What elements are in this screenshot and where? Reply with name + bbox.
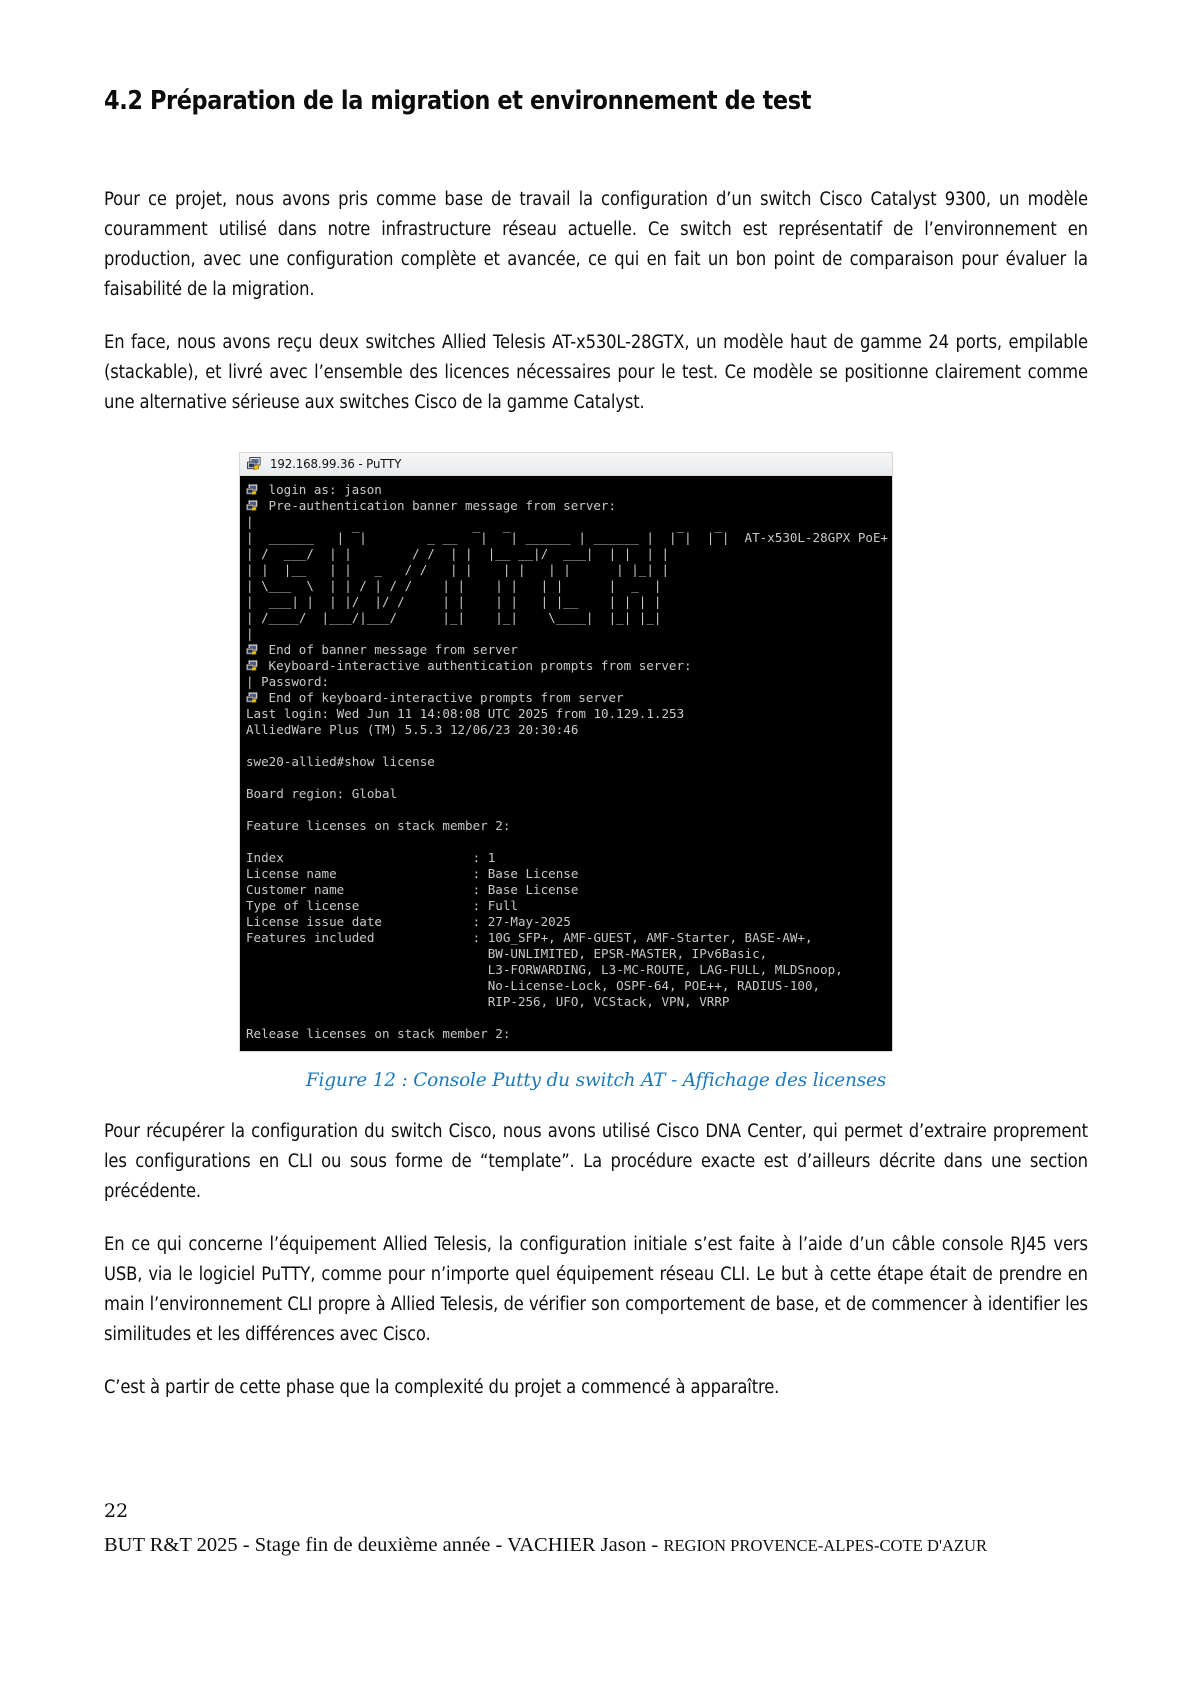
terminal-line: | / ___/ | | / / | | |__ __|/ ___| | | | | <box>246 545 670 561</box>
putty-app-icon <box>247 457 262 471</box>
terminal-line: | /____/ |___/|___/ |_| |_| \____| |_| |_| <box>246 609 662 625</box>
terminal-line: Customer name : Base License <box>246 881 579 897</box>
terminal-line: Pre-authentication banner message from server: <box>246 498 892 514</box>
footer-region-text: REGION PROVENCE-ALPES-COTE D'AZUR <box>663 1536 988 1555</box>
putty-title-bar[interactable] <box>240 453 892 476</box>
putty-event-icon <box>246 484 259 496</box>
terminal-line <box>246 738 892 754</box>
terminal-line: | ___| | | |/ |/ / | | | | | |__ | | | | <box>246 593 662 609</box>
terminal-line: License issue date : 27-May-2025 <box>246 913 571 929</box>
putty-event-icon <box>246 692 259 704</box>
terminal-line: Index : 1 <box>246 849 496 865</box>
body-text-after-figure <box>104 1117 1088 1403</box>
terminal-line: swe20-allied#show license <box>246 753 435 769</box>
terminal-line: Last login: Wed Jun 11 14:08:08 UTC 2025 from 10.129.1.253 <box>246 705 685 721</box>
terminal-line: No-License-Lock, OSPF-64, POE++, RADIUS-100, <box>246 977 821 993</box>
footer <box>104 1534 1089 1557</box>
terminal-line: | ______ | ‾| _ __ ‾| ‾| ______ | ______ | |‾| |‾| AT-x530L-28GPX PoE+ <box>246 529 889 545</box>
body-text-before-figure <box>104 185 1088 419</box>
terminal-line: BW-UNLIMITED, EPSR-MASTER, IPv6Basic, <box>246 945 768 961</box>
terminal-line: License name : Base License <box>246 865 579 881</box>
terminal-line: | | |__ | | _ / / | | | | | | | |_| | <box>246 561 670 577</box>
paragraph: En face, nous avons reçu deux switches Allied Telesis AT-x530L-28GTX, un modèle haut de gamme 24 ports, empilable (stackable), et livré avec l’ensemble des licences nécessaires pour le test. Ce modèle se positionne clairement comme une alternative sérieuse aux switches Cisco de la gamme Catalyst. <box>104 331 1088 414</box>
terminal-line: RIP-256, UFO, VCStack, VPN, VRRP <box>246 993 730 1009</box>
putty-event-icon <box>246 500 259 512</box>
terminal-line: | <box>246 625 254 641</box>
paragraph: Pour récupérer la configuration du switch Cisco, nous avons utilisé Cisco DNA Center, qui permet d’extraire proprement les configurations en CLI ou sous forme de “template”. La procédure exacte est d’ailleurs décrite dans une section précédente. <box>104 1120 1088 1203</box>
paragraph: En ce qui concerne l’équipement Allied Telesis, la configuration initiale s’est faite à l’aide d’un câble console RJ45 vers USB, via le logiciel PuTTY, comme pour n’importe quel équipement réseau CLI. Le but à cette étape était de prendre en main l’environnement CLI propre à Allied Telesis, de vérifier son comportement de base, et de commencer à identifier les similitudes et les différences avec Cisco. <box>104 1233 1088 1346</box>
putty-window-title: 192.168.99.36 - PuTTY <box>270 456 402 472</box>
terminal-line: Board region: Global <box>246 785 398 801</box>
footer-main-text: BUT R&T 2025 - Stage fin de deuxième année - VACHIER Jason - <box>104 1534 664 1556</box>
terminal-line: End of keyboard-interactive prompts from server <box>246 690 892 706</box>
putty-event-icon <box>246 644 259 656</box>
terminal-line: Release licenses on stack member 2: <box>246 1025 511 1041</box>
terminal-line: AlliedWare Plus (TM) 5.5.3 12/06/23 20:30:46 <box>246 721 579 737</box>
terminal-line: Keyboard-interactive authentication prompts from server: <box>246 658 892 674</box>
terminal-line: End of banner message from server <box>246 642 892 658</box>
terminal-line <box>246 1010 892 1026</box>
figure-caption: Figure 12 : Console Putty du switch AT - Affichage des licenses <box>305 1069 887 1091</box>
terminal-line: login as: jason <box>246 482 892 498</box>
terminal-line: Feature licenses on stack member 2: <box>246 817 511 833</box>
terminal-line: | <box>246 513 254 529</box>
terminal-line: Type of license : Full <box>246 897 518 913</box>
putty-window[interactable] <box>240 453 892 1051</box>
terminal-line: | Password: <box>246 673 330 689</box>
page-number: 22 <box>104 1500 129 1522</box>
terminal-line <box>246 834 892 850</box>
paragraph: Pour ce projet, nous avons pris comme base de travail la configuration d’un switch Cisco Catalyst 9300, un modèle couramment utilisé dans notre infrastructure réseau actuelle. Ce switch est représentatif de l’environnement en production, avec une configuration complète et avancée, ce qui en fait un bon point de comparaison pour évaluer la faisabilité de la migration. <box>104 188 1088 301</box>
terminal-line <box>246 770 892 786</box>
terminal-line <box>246 802 892 818</box>
putty-event-icon <box>246 660 259 672</box>
terminal-output[interactable] <box>240 476 892 1051</box>
terminal-line: | \___ \ | | / | / / | | | | | | | _ | <box>246 577 662 593</box>
terminal-line: L3-FORWARDING, L3-MC-ROUTE, LAG-FULL, MLDSnoop, <box>246 961 843 977</box>
terminal-line: Features included : 10G_SFP+, AMF-GUEST, AMF-Starter, BASE-AW+, <box>246 929 813 945</box>
paragraph: C’est à partir de cette phase que la complexité du projet a commencé à apparaître. <box>104 1376 780 1398</box>
page-title: 4.2 Préparation de la migration et environnement de test <box>104 86 812 116</box>
